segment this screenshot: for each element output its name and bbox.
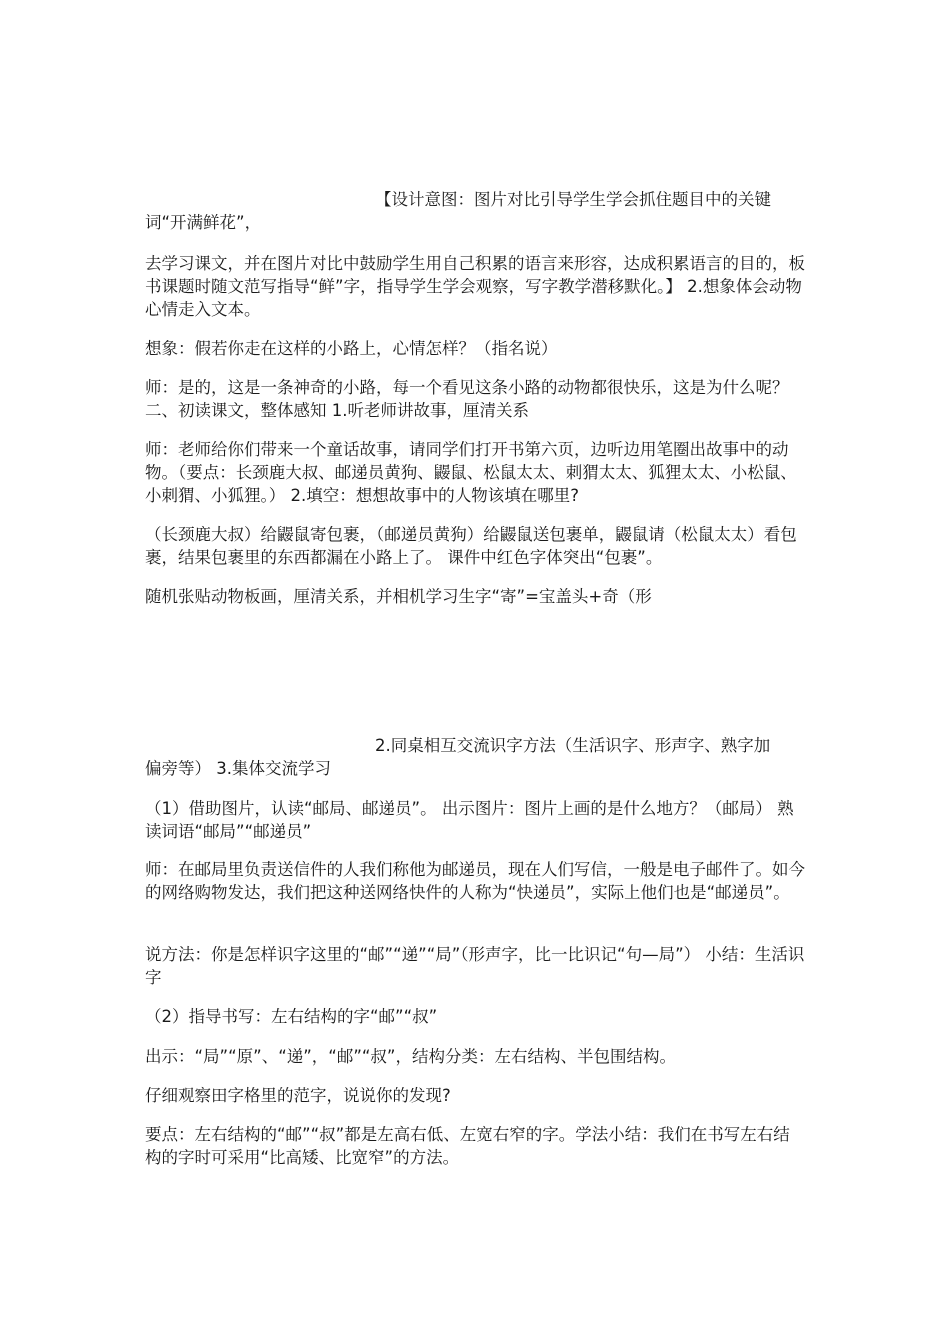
- design-intent-line-1: 【设计意图：图片对比引导学生学会抓住题目中的关键: [375, 190, 771, 209]
- peer-exchange-line-2: 偏旁等） 3.集体交流学习: [145, 759, 331, 778]
- observation-paragraph: 仔细观察田字格里的范字，说说你的发现?: [145, 1086, 451, 1105]
- method-paragraph: 说方法：你是怎样识字这里的“邮”“递”“局”（形声字，比一比识记“句—局”） 小结：生活识字: [145, 945, 805, 987]
- design-intent-line-2: 词“开满鲜花”，: [145, 213, 262, 232]
- board-drawing-paragraph: 随机张贴动物板画，厘清关系，并相机学习生字“寄”=宝盖头+奇（形: [145, 587, 652, 606]
- key-points-paragraph: 要点：左右结构的“邮”“叔”都是左高右低、左宽右窄的字。学法小结：我们在书写左右结构的字时可采用“比高矮、比宽窄”的方法。: [145, 1125, 790, 1167]
- post-office-reading-paragraph: （1）借助图片，认读“邮局、邮递员”。 出示图片：图片上画的是什么地方？（邮局） 熟读词语“邮局”“邮递员”: [145, 799, 794, 841]
- writing-guidance-paragraph: （2）指导书写：左右结构的字“邮”“叔”: [145, 1007, 438, 1026]
- structure-classification-paragraph: 出示：“局”“原”、“递”，“邮”“叔”，结构分类：左右结构、半包围结构。: [145, 1047, 676, 1066]
- peer-exchange-line-1: 2.同桌相互交流识字方法（生活识字、形声字、熟字加: [375, 736, 771, 755]
- design-intent-paragraph: [145, 188, 805, 234]
- postman-explanation-paragraph: 师：在邮局里负责送信件的人我们称他为邮递员，现在人们写信，一般是电子邮件了。如今的网络购物发达，我们把这种送网络快件的人称为“快递员”，实际上他们也是“邮递员”。: [145, 860, 805, 902]
- imagine-paragraph: 想象：假若你走在这样的小路上，心情怎样？（指名说）: [145, 339, 558, 358]
- teacher-question-paragraph: 师：是的，这是一条神奇的小路，每一个看见这条小路的动物都很快乐，这是为什么呢？ 二、初读课文，整体感知 1.听老师讲故事，厘清关系: [145, 378, 789, 420]
- fill-in-answer-paragraph: （长颈鹿大叔）给鼹鼠寄包裹，（邮递员黄狗）给鼹鼠送包裹单，鼹鼠请（松鼠太太）看包裹，结果包裹里的东西都漏在小路上了。 课件中红色字体突出“包裹”。: [145, 525, 797, 567]
- teacher-story-paragraph: 师：老师给你们带来一个童话故事，请同学们打开书第六页，边听边用笔圈出故事中的动物。（要点：长颈鹿大叔、邮递员黄狗、鼹鼠、松鼠太太、刺猬太太、狐狸太太、小松鼠、小刺猬、小狐狸。） 2.填空：想想故事中的人物该填在哪里?: [145, 440, 797, 505]
- peer-exchange-paragraph: [145, 734, 805, 780]
- design-intent-continuation-paragraph: 去学习课文，并在图片对比中鼓励学生用自己积累的语言来形容，达成积累语言的目的，板书课题时随文范写指导“鲜”字，指导学生学会观察，写字教学潜移默化。】 2.想象体会动物心情走入文本。: [145, 254, 805, 319]
